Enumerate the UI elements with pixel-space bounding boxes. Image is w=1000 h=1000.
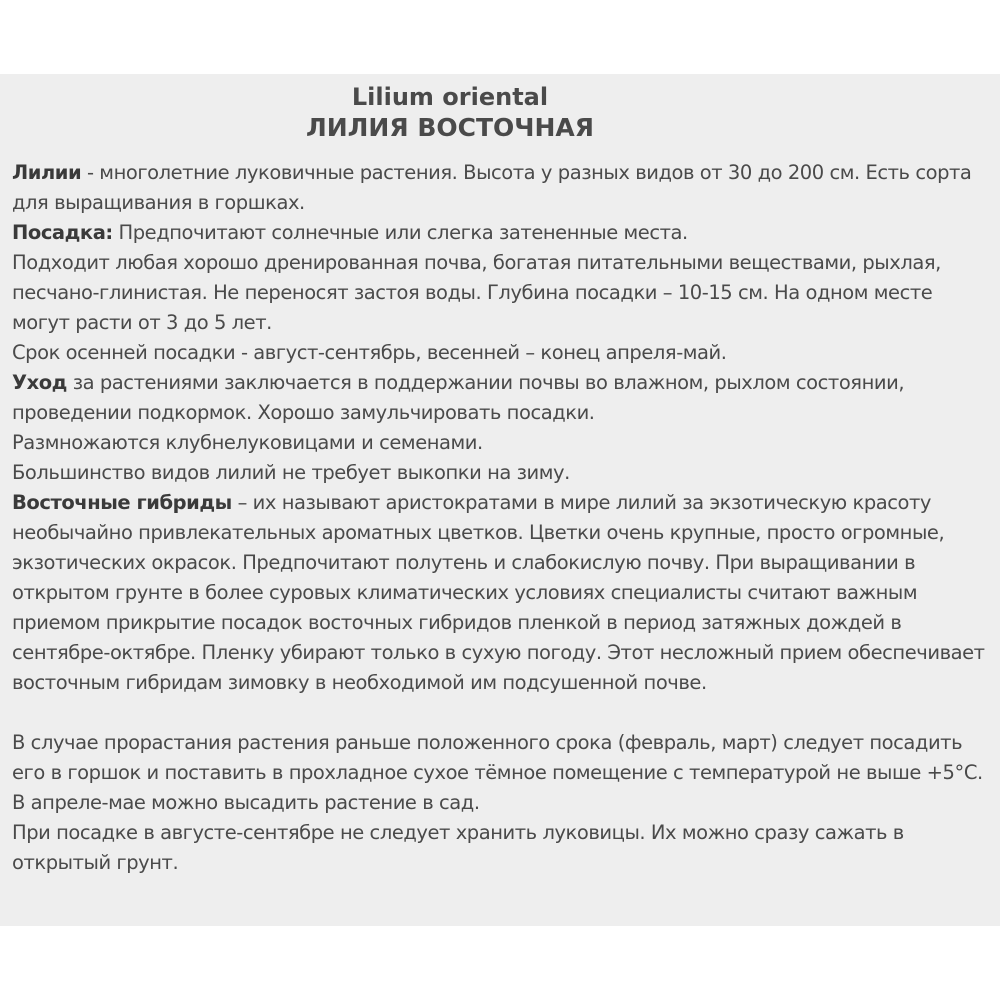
paragraph-early-sprouting <box>12 728 992 788</box>
title-russian: ЛИЛИЯ ВОСТОЧНАЯ <box>305 113 594 142</box>
paragraph-text: При посадке в августе-сентябре не следует хранить луковицы. Их можно сразу сажать в открытый грунт. <box>12 821 904 874</box>
paragraph-gap <box>12 698 992 728</box>
paragraph-planting <box>12 218 992 248</box>
paragraph-text: Подходит любая хорошо дренированная почва, богатая питательными веществами, рыхлая, песчано-глинистая. Не переносят застоя воды. Глубина посадки – 10-15 см. На одном месте могут расти от 3 до 5 лет. <box>12 251 941 334</box>
paragraph-oriental-hybrids <box>12 488 992 698</box>
label-header <box>0 82 900 144</box>
care-instructions-label <box>0 74 1000 926</box>
paragraph-text: Срок осенней посадки - август-сентябрь, весенней – конец апреля-май. <box>12 341 727 364</box>
paragraph-text: - многолетние луковичные растения. Высота у разных видов от 30 до 200 см. Есть сорта для выращивания в горшках. <box>12 161 972 214</box>
paragraph-soil <box>12 248 992 338</box>
term-care: Уход <box>12 371 67 394</box>
paragraph-text: В апреле-мае можно высадить растение в сад. <box>12 791 480 814</box>
paragraph-text: – их называют аристократами в мире лилий за экзотическую красоту необычайно привлекательных ароматных цветков. Цветки очень крупные, просто огромные, экзотических окрасок. Предпочитают полутень и слабокислую почву. При выращивании в открытом грунте в более суровых климатических условиях специалисты считают важным приемом прикрытие посадок восточных гибридов пленкой в период затяжных дождей в сентябре-октябре. Пленку убирают только в сухую погоду. Этот несложный прием обеспечивает восточным гибридам зимовку в необходимой им подсушенной почве. <box>12 491 985 694</box>
paragraph-spring-planting <box>12 788 992 818</box>
title-latin: Lilium oriental <box>351 83 549 111</box>
paragraph-propagation <box>12 428 992 458</box>
paragraph-text: за растениями заключается в поддержании почвы во влажном, рыхлом состоянии, проведении подкормок. Хорошо замульчировать посадки. <box>12 371 905 424</box>
paragraph-text: В случае прорастания растения раньше положенного срока (февраль, март) следует посадить его в горшок и поставить в прохладное сухое тёмное помещение с температурой не выше +5°С. <box>12 731 983 784</box>
paragraph-text: Размножаются клубнелуковицами и семенами. <box>12 431 483 454</box>
term-oriental-hybrids: Восточные гибриды <box>12 491 232 514</box>
paragraph-autumn-planting <box>12 818 992 878</box>
term-lilies: Лилии <box>12 161 82 184</box>
paragraph-lilies <box>12 158 992 218</box>
term-planting: Посадка: <box>12 221 113 244</box>
paragraph-planting-dates <box>12 338 992 368</box>
paragraph-text: Большинство видов лилий не требует выкопки на зиму. <box>12 461 570 484</box>
paragraph-winter <box>12 458 992 488</box>
label-body <box>12 158 992 878</box>
paragraph-text: Предпочитают солнечные или слегка затененные места. <box>112 221 688 244</box>
paragraph-care <box>12 368 992 428</box>
